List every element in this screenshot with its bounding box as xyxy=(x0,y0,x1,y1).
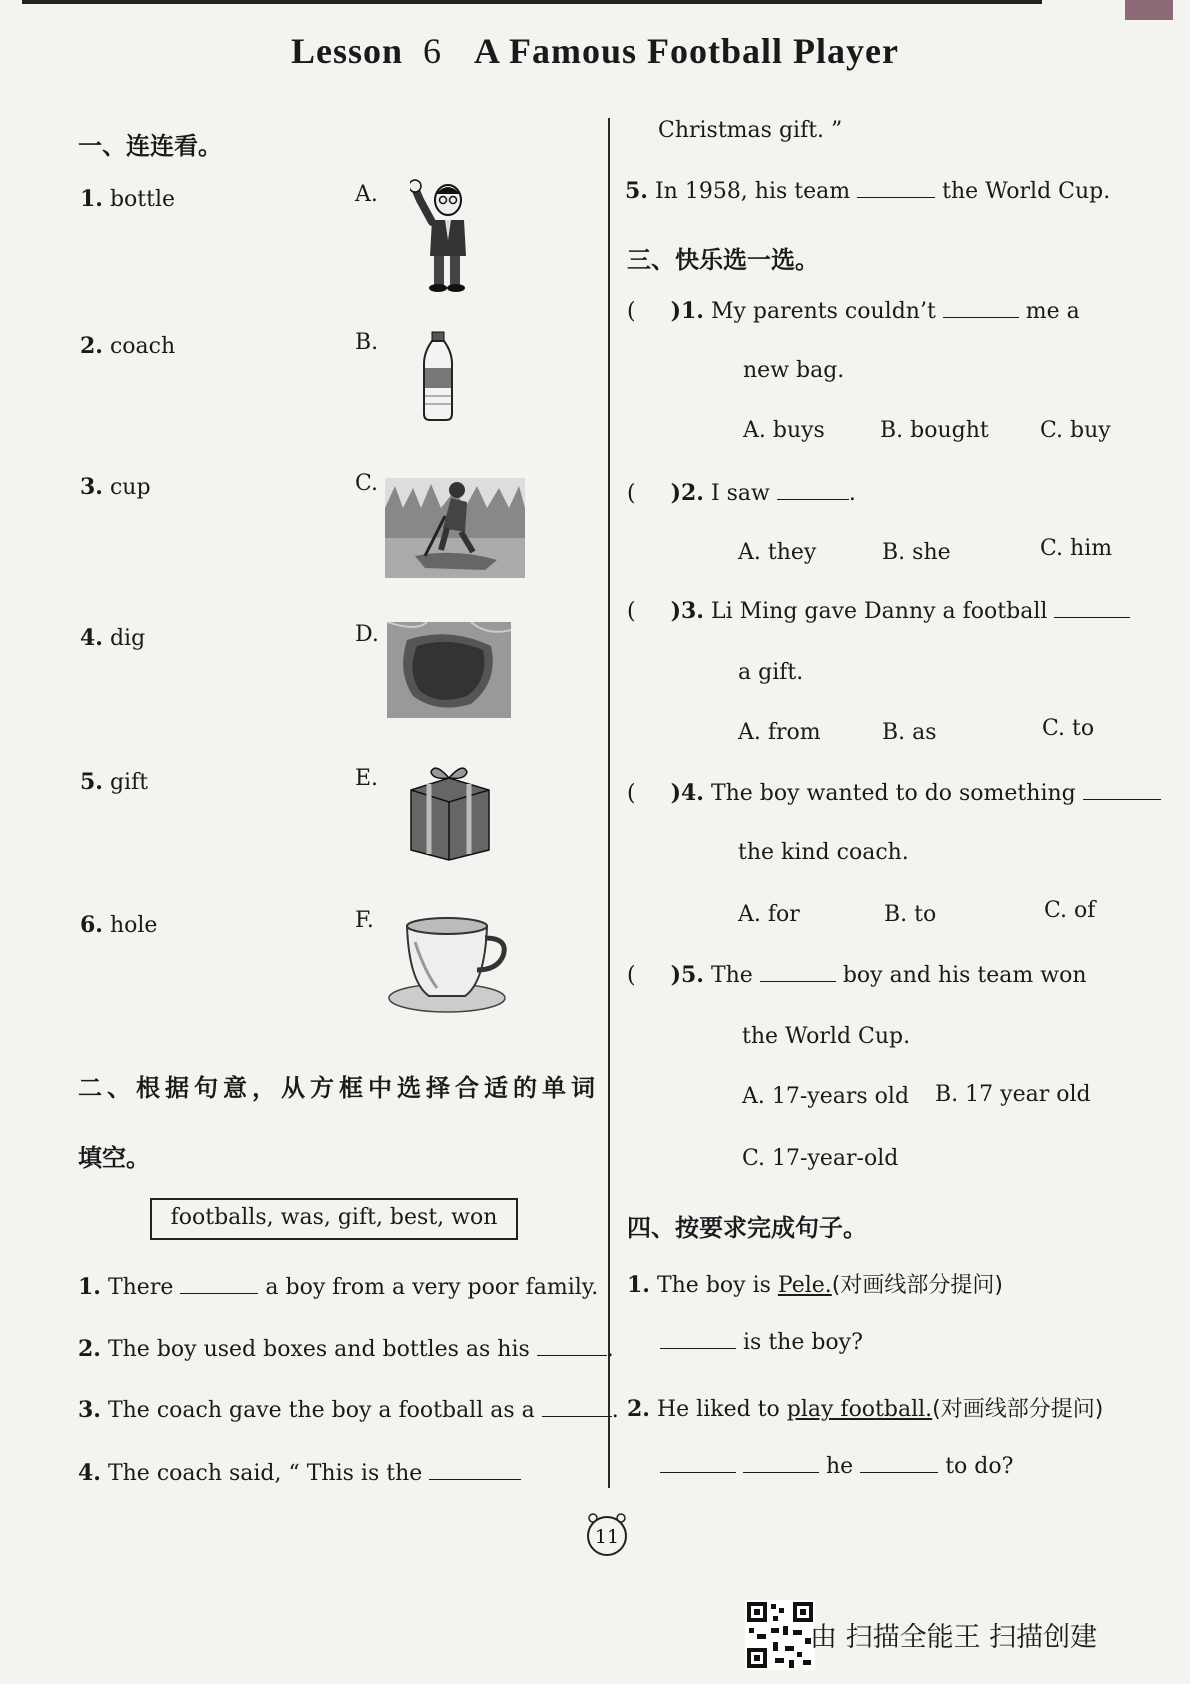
choice-1-option-a[interactable]: A. buys xyxy=(743,418,825,443)
fill-blank-1: 1. There a boy from a very poor family. xyxy=(78,1274,599,1300)
column-divider xyxy=(608,118,610,1488)
rewrite-question-1: 1. The boy is Pele.(对画线部分提问) xyxy=(627,1272,1003,1298)
choice-blank-3 xyxy=(1054,599,1130,618)
match-letter-c: C. xyxy=(355,471,379,496)
rewrite-answer-1: is the boy? xyxy=(660,1330,863,1355)
gift-box-icon[interactable] xyxy=(405,762,495,862)
blank-input-3[interactable] xyxy=(542,1398,612,1417)
word-bank-box xyxy=(150,1198,518,1240)
choice-3-option-b[interactable]: B. as xyxy=(882,720,937,745)
corner-tab xyxy=(1125,0,1173,20)
choice-5-option-c[interactable]: C. 17-year-old xyxy=(742,1146,899,1171)
match-word-3[interactable]: 3. cup xyxy=(80,474,151,500)
top-border xyxy=(22,0,1042,4)
underlined-phrase-2: play football. xyxy=(786,1397,933,1422)
man-waving-icon[interactable] xyxy=(410,178,480,293)
choice-4-option-c[interactable]: C. of xyxy=(1044,898,1096,923)
title-number: 6 xyxy=(423,31,443,71)
choice-2-option-c[interactable]: C. him xyxy=(1040,536,1113,561)
choice-question-5: ( )5. The boy and his team won xyxy=(627,962,1087,988)
match-word-6[interactable]: 6. hole xyxy=(80,912,158,938)
blank-input-4[interactable] xyxy=(429,1461,521,1480)
rewrite-answer-2: he to do? xyxy=(660,1454,1013,1479)
choice-1-option-b[interactable]: B. bought xyxy=(880,418,989,443)
word-bank-text: footballs, was, gift, best, won xyxy=(170,1205,498,1230)
choice-4-option-a[interactable]: A. for xyxy=(738,902,800,927)
answer-paren-4[interactable]: ( xyxy=(627,781,671,806)
choice-3-option-c[interactable]: C. to xyxy=(1042,716,1095,741)
choice-question-4-line2: the kind coach. xyxy=(738,840,909,865)
choice-question-3: ( )3. Li Ming gave Danny a football xyxy=(627,598,1130,624)
rewrite-blank-2a[interactable] xyxy=(660,1454,736,1473)
section3-heading: 三、快乐选一选。 xyxy=(627,246,819,274)
choice-question-5-line2: the World Cup. xyxy=(742,1024,911,1049)
page-title xyxy=(0,30,1190,72)
fill-blank-5: 5. In 1958, his team the World Cup. xyxy=(625,178,1111,204)
fill-blank-3: 3. The coach gave the boy a football as a . xyxy=(78,1397,619,1423)
choice-question-1-line2: new bag. xyxy=(743,358,845,383)
choice-question-2: ( )2. I saw . xyxy=(627,480,856,506)
rewrite-question-2: 2. He liked to play football.(对画线部分提问) xyxy=(627,1396,1104,1422)
choice-question-1: ( )1. My parents couldn’t me a xyxy=(627,298,1080,324)
section4-heading: 四、按要求完成句子。 xyxy=(627,1214,867,1242)
choice-2-option-b[interactable]: B. she xyxy=(882,540,951,565)
blank-input-2[interactable] xyxy=(537,1337,607,1356)
blank-input-5[interactable] xyxy=(857,179,935,198)
page-number: 11 xyxy=(594,1526,620,1548)
choice-question-3-line2: a gift. xyxy=(738,660,804,685)
blank-input-1[interactable] xyxy=(180,1275,258,1294)
fill-blank-2: 2. The boy used boxes and bottles as his . xyxy=(78,1336,614,1362)
fill-blank-4: 4. The coach said, “ This is the xyxy=(78,1460,521,1486)
underlined-phrase-1: Pele. xyxy=(777,1273,832,1298)
section1-heading: 一、连连看。 xyxy=(78,132,222,160)
answer-paren-3[interactable]: ( xyxy=(627,599,671,624)
rewrite-blank-2b[interactable] xyxy=(743,1454,819,1473)
match-word-1[interactable]: 1. bottle xyxy=(80,186,176,212)
fill-blank-4-continued: Christmas gift. ” xyxy=(658,118,843,143)
answer-paren-1[interactable]: ( xyxy=(627,299,671,324)
choice-question-4: ( )4. The boy wanted to do something xyxy=(627,780,1161,806)
answer-paren-2[interactable]: ( xyxy=(627,481,671,506)
match-word-2[interactable]: 2. coach xyxy=(80,333,176,359)
choice-1-option-c[interactable]: C. buy xyxy=(1040,418,1111,443)
match-letter-d: D. xyxy=(355,622,379,647)
water-bottle-icon[interactable] xyxy=(418,330,458,422)
choice-5-option-a[interactable]: A. 17-years old xyxy=(742,1084,910,1109)
match-letter-f: F. xyxy=(355,908,374,933)
section2-heading-line2: 填空。 xyxy=(78,1144,150,1172)
choice-3-option-a[interactable]: A. from xyxy=(738,720,821,745)
match-word-4[interactable]: 4. dig xyxy=(80,625,146,651)
choice-blank-2 xyxy=(777,481,849,500)
match-word-5[interactable]: 5. gift xyxy=(80,769,149,795)
teacup-icon[interactable] xyxy=(385,912,515,1016)
choice-blank-4 xyxy=(1083,781,1161,800)
section2-heading-line1: 二、根据句意，从方框中选择合适的单词 xyxy=(78,1074,600,1102)
title-name: A Famous Football Player xyxy=(474,31,900,71)
rewrite-blank-1[interactable] xyxy=(660,1330,736,1349)
page-number-badge xyxy=(583,1510,631,1558)
match-letter-b: B. xyxy=(355,330,379,355)
match-letter-e: E. xyxy=(355,766,379,791)
answer-paren-5[interactable]: ( xyxy=(627,963,671,988)
choice-5-option-b[interactable]: B. 17 year old xyxy=(935,1082,1091,1107)
choice-blank-1 xyxy=(943,299,1019,318)
choice-2-option-a[interactable]: A. they xyxy=(738,540,817,565)
boy-digging-icon[interactable] xyxy=(385,478,525,578)
rewrite-blank-2c[interactable] xyxy=(860,1454,938,1473)
match-letter-a: A. xyxy=(355,182,378,207)
qr-code-icon[interactable] xyxy=(745,1600,815,1670)
choice-4-option-b[interactable]: B. to xyxy=(884,902,937,927)
title-lesson: Lesson xyxy=(290,31,404,71)
hole-icon[interactable] xyxy=(387,622,511,718)
scanner-watermark: 由 扫描全能王 扫描创建 xyxy=(810,1622,1098,1653)
choice-blank-5 xyxy=(760,963,836,982)
